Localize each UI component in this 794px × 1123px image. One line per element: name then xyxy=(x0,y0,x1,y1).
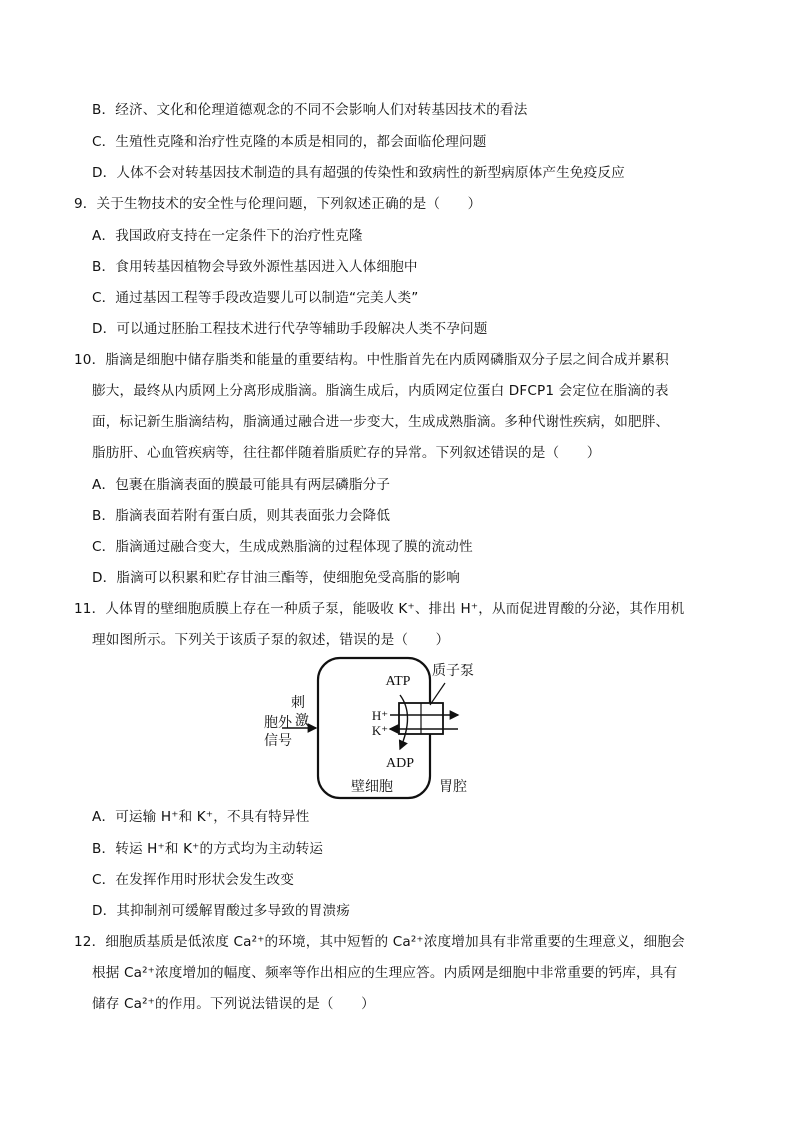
adp-label: ADP xyxy=(385,756,415,771)
q11-option-c: C．在发挥作用时形状会发生改变 xyxy=(92,872,295,888)
gastric-lumen-label: 胃腔 xyxy=(439,779,467,795)
q10-stem-line-1: 10．脂滴是细胞中储存脂类和能量的重要结构。中性脂首先在内质网磷脂双分子层之间合成并累积 xyxy=(74,352,669,368)
q9-stem: 9．关于生物技术的安全性与伦理问题，下列叙述正确的是（ ） xyxy=(74,196,482,212)
q9-option-b: B．食用转基因植物会导致外源性基因进入人体细胞中 xyxy=(92,259,418,275)
signal-label-2: 信号 xyxy=(264,733,292,749)
q10-option-d: D．脂滴可以积累和贮存甘油三酯等，使细胞免受高脂的影响 xyxy=(92,570,460,586)
q8-option-c: C．生殖性克隆和治疗性克隆的本质是相同的，都会面临伦理问题 xyxy=(92,134,487,150)
h-ion-label: H⁺ xyxy=(371,708,389,723)
q9-option-c: C．通过基因工程等手段改造婴儿可以制造“完美人类” xyxy=(92,290,419,306)
parietal-cell-label: 壁细胞 xyxy=(351,779,393,795)
signal-label-1: 胞外 xyxy=(264,715,292,731)
q8-option-d: D．人体不会对转基因技术制造的具有超强的传染性和致病性的新型病原体产生免疫反应 xyxy=(92,165,625,181)
q10-stem-line-2: 膨大，最终从内质网上分离形成脂滴。脂滴生成后，内质网定位蛋白 DFCP1 会定位在脂滴的表 xyxy=(92,383,669,399)
q10-stem-line-3: 面，标记新生脂滴结构，脂滴通过融合进一步变大，生成成熟脂滴。多种代谢性疾病，如肥胖、 xyxy=(92,414,670,430)
k-ion-label: K⁺ xyxy=(371,723,389,738)
q11-option-b: B．转运 H⁺和 K⁺的方式均为主动转运 xyxy=(92,841,324,857)
atp-label: ATP xyxy=(385,674,411,689)
q11-stem-line-1: 11．人体胃的壁细胞质膜上存在一种质子泵，能吸收 K⁺、排出 H⁺，从而促进胃酸的分泌，其作用机 xyxy=(74,601,685,617)
q10-option-c: C．脂滴通过融合变大，生成成熟脂滴的过程体现了膜的流动性 xyxy=(92,539,473,555)
q10-stem-line-4: 脂肪肝、心血管疾病等，往往都伴随着脂质贮存的异常。下列叙述错误的是（ ） xyxy=(92,445,601,461)
q10-option-b: B．脂滴表面若附有蛋白质，则其表面张力会降低 xyxy=(92,508,391,524)
q12-stem-line-1: 12．细胞质基质是低浓度 Ca²⁺的环境，其中短暂的 Ca²⁺浓度增加具有非常重要的生理意义，细胞会 xyxy=(74,934,685,950)
q8-option-b: B．经济、文化和伦理道德观念的不同不会影响人们对转基因技术的看法 xyxy=(92,102,528,118)
proton-pump-label: 质子泵 xyxy=(432,663,474,679)
q12-stem-line-2: 根据 Ca²⁺浓度增加的幅度、频率等作出相应的生理应答。内质网是细胞中非常重要的钙库，具有 xyxy=(92,965,678,981)
q12-stem-line-3: 储存 Ca²⁺的作用。下列说法错误的是（ ） xyxy=(92,996,375,1012)
q9-option-a: A．我国政府支持在一定条件下的治疗性克隆 xyxy=(92,228,363,244)
q9-option-d: D．可以通过胚胎工程技术进行代孕等辅助手段解决人类不孕问题 xyxy=(92,321,488,337)
q11-stem-line-2: 理如图所示。下列关于该质子泵的叙述，错误的是（ ） xyxy=(92,632,450,648)
proton-pump-diagram xyxy=(250,655,490,805)
stimulus-label-2: 激 xyxy=(295,713,309,729)
q11-option-a: A．可运输 H⁺和 K⁺，不具有特异性 xyxy=(92,809,310,825)
stimulus-label-1: 刺 xyxy=(291,695,305,711)
q10-option-a: A．包裹在脂滴表面的膜最可能具有两层磷脂分子 xyxy=(92,477,391,493)
q11-option-d: D．其抑制剂可缓解胃酸过多导致的胃溃疡 xyxy=(92,903,351,919)
